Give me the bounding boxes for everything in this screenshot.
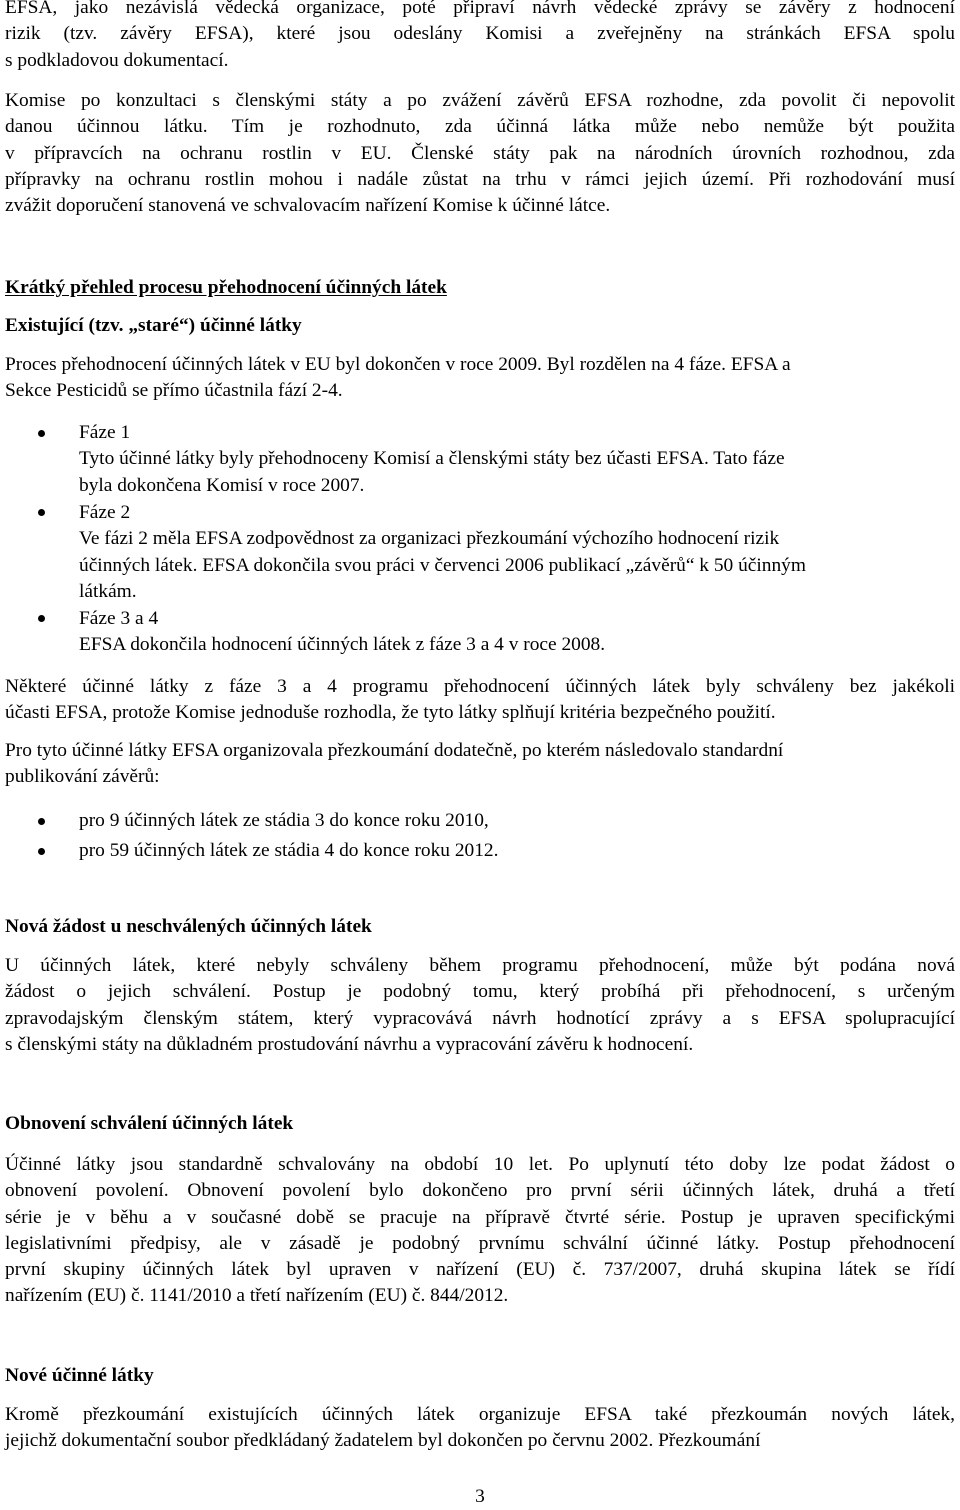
text-line: s podkladovou dokumentací. [5,49,229,71]
text-line: legislativními předpisy, ale v zásadě je podobný prvnímu schvální účinné látky. Postup přehodnocení [5,1232,955,1254]
phase-title: Fáze 3 a 4 [79,608,159,629]
text-line: obnovení povolení. Obnovení povolení bylo dokončeno pro první sérii účinných látek, druhá a třetí [5,1180,955,1202]
intro-paragraph-1 [5,0,955,74]
text-line: v přípravcích na ochranu rostlin v EU. Členské státy pak na národních úrovních rozhodnou, zda [5,142,955,164]
phase-3-4-item [79,606,955,659]
text-line: látkám. [79,580,137,602]
new-substances-heading: Nové účinné látky [5,1365,154,1386]
list-item: pro 9 účinných látek ze stádia 3 do konce roku 2010, [79,810,489,831]
text-line: první skupiny účinných látek byl upraven v nařízení (EU) č. 737/2007, druhá skupina látek se řídí [5,1259,955,1281]
text-line: rizik (tzv. závěry EFSA), které jsou odeslány Komisi a zveřejněny na stránkách EFSA spolu [5,23,955,45]
overview-heading: Krátký přehled procesu přehodnocení účinných látek [5,277,447,298]
text-line: Ve fázi 2 měla EFSA zodpovědnost za organizaci přezkoumání výchozího hodnocení rizik [79,528,780,550]
bullet-icon [38,848,45,855]
bullet-icon [38,615,45,622]
approved-without-efsa-paragraph [5,674,955,727]
text-line: publikování závěrů: [5,766,160,788]
text-line: účinných látek. EFSA dokončila svou práci v červenci 2006 publikací „závěrů“ k 50 účinným [79,554,806,576]
existing-substances-subheading: Existující (tzv. „staré“) účinné látky [5,315,302,336]
text-line: danou účinnou látku. Tím je rozhodnuto, zda účinná látka může nebo nemůže být použita [5,116,955,138]
text-line: Některé účinné látky z fáze 3 a 4 programu přehodnocení účinných látek byly schváleny bez jakékoli [5,676,955,697]
text-line: Tyto účinné látky byly přehodnoceny Komisí a členskými státy bez účasti EFSA. Tato fáze [79,448,785,470]
renewal-heading: Obnovení schválení účinných látek [5,1113,294,1134]
text-line: byla dokončena Komisí v roce 2007. [79,474,365,496]
text-line: s členskými státy na důkladném prostudování návrhu a vypracování závěru k hodnocení. [5,1033,694,1055]
text-line: EFSA, jako nezávislá vědecká organizace, poté připraví návrh vědecké zprávy se závěry z hodnocení [5,0,955,18]
list-item: pro 59 účinných látek ze stádia 4 do konce roku 2012. [79,840,499,861]
text-line: přípravky na ochranu rostlin mohou i nadále zůstat na trhu v rámci jejich území. Při rozhodování musí [5,168,955,190]
text-line: EFSA dokončila hodnocení účinných látek z fáze 3 a 4 v roce 2008. [79,634,606,656]
new-application-paragraph [5,953,955,1058]
text-line: účasti EFSA, protože Komise jednoduše rozhodla, že tyto látky splňují kritéria bezpečného použití. [5,702,776,724]
text-line: Pro tyto účinné látky EFSA organizovala přezkoumání dodatečně, po kterém následovalo standardní [5,740,784,761]
text-line: série je v běhu a v současné době se pracuje na přípravě čtvrté série. Postup je upraven specifickými [5,1206,955,1228]
text-line: Kromě přezkoumání existujících účinných látek organizuje EFSA také přezkoumán nových látek, [5,1404,955,1425]
bullet-icon [38,430,45,437]
text-line: zpravodajským členským státem, který vypracovává návrh hodnotící zprávy a s EFSA spolupracující [5,1007,955,1029]
text-line: Sekce Pesticidů se přímo účastnila fází 2-4. [5,380,343,402]
overview-paragraph [5,352,955,405]
text-line: žádost o jejich schválení. Postup je podobný tomu, který probíhá při přehodnocení, s určeným [5,981,955,1003]
text-line: Proces přehodnocení účinných látek v EU byl dokončen v roce 2009. Byl rozdělen na 4 fáze. EFSA a [5,354,791,375]
phase-2-item [79,500,955,605]
text-line: Účinné látky jsou standardně schvalovány na období 10 let. Po uplynutí této doby lze podat žádost o [5,1154,955,1175]
renewal-paragraph [5,1152,955,1310]
bullet-icon [38,509,45,516]
text-line: nařízením (EU) č. 1141/2010 a třetí nařízením (EU) č. 844/2012. [5,1285,509,1307]
review-paragraph [5,738,955,791]
text-line: zvážit doporučení stanovená ve schvalovacím nařízení Komise k účinné látce. [5,195,611,217]
new-substances-paragraph [5,1402,955,1455]
phase-1-item [79,420,955,499]
phase-title: Fáze 1 [79,422,131,443]
page-number: 3 [475,1486,485,1507]
text-line: jejichž dokumentační soubor předkládaný žadatelem byl dokončen po červnu 2002. Přezkoumání [5,1430,761,1452]
intro-paragraph-2 [5,88,955,219]
bullet-icon [38,818,45,825]
new-application-heading: Nová žádost u neschválených účinných látek [5,916,372,937]
text-line: Komise po konzultaci s členskými státy a po zvážení závěrů EFSA rozhodne, zda povolit či nepovolit [5,90,955,111]
phase-title: Fáze 2 [79,502,131,523]
text-line: U účinných látek, které nebyly schváleny během programu přehodnocení, může být podána nová [5,955,955,976]
